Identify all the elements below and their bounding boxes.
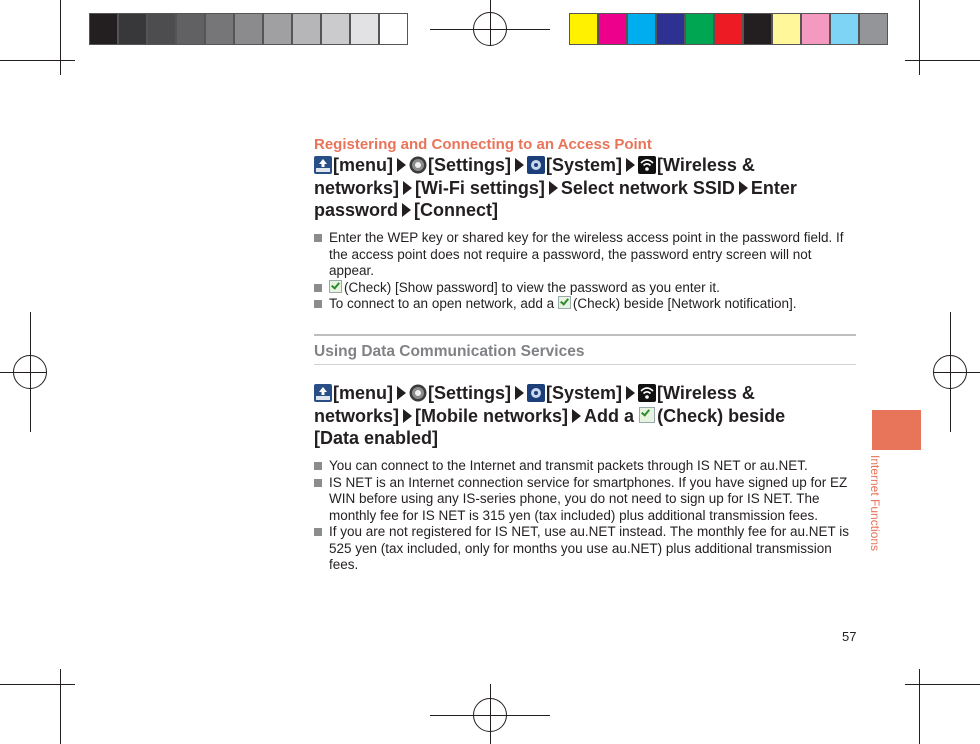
chapter-tab <box>872 410 921 450</box>
process-swatch <box>656 13 685 45</box>
process-swatch <box>772 13 801 45</box>
system-gear-icon <box>527 384 545 402</box>
chapter-label: Internet Functions <box>868 455 882 552</box>
bullet-square-icon <box>314 234 322 242</box>
settings-label: [Settings] <box>428 155 511 175</box>
section-divider <box>314 334 856 336</box>
note-item: IS NET is an Internet connection service for smartphones. If you have signed up for EZ WIN before using any IS-series phone, you do not need to sign up for IS NET. The monthly fee for IS NET is 315 yen (tax included) plus additional transmission fees. <box>314 475 859 525</box>
menu-home-icon <box>314 156 332 174</box>
note-item: If you are not registered for IS NET, use au.NET instead. The monthly fee for au.NET is 525 yen (tax included, only for months you use au.NET) plus additional transmission fees. <box>314 524 859 574</box>
gray-swatch <box>118 13 147 45</box>
process-swatch <box>598 13 627 45</box>
networks-label: networks] <box>314 177 400 198</box>
process-swatch <box>743 13 772 45</box>
arrow-right-icon <box>397 158 406 172</box>
arrow-right-icon <box>739 181 748 195</box>
arrow-right-icon <box>572 409 581 423</box>
system-label: [System] <box>546 155 623 175</box>
procedure-step-data <box>314 382 859 450</box>
gray-swatch <box>89 13 118 45</box>
arrow-right-icon <box>626 386 635 400</box>
section-title-data-communication: Using Data Communication Services <box>314 343 585 360</box>
password-label: password <box>314 200 399 220</box>
arrow-right-icon <box>515 158 524 172</box>
bullet-square-icon <box>314 479 322 487</box>
wireless-label: [Wireless & <box>657 383 755 403</box>
arrow-right-icon <box>402 203 411 217</box>
data-enabled-label: [Data enabled] <box>314 428 439 448</box>
section-title-access-point: Registering and Connecting to an Access Point <box>314 136 652 153</box>
arrow-right-icon <box>626 158 635 172</box>
networks-label: networks] <box>314 405 400 426</box>
gray-swatch <box>350 13 379 45</box>
process-color-bar <box>569 13 888 45</box>
bullet-square-icon <box>314 528 322 536</box>
system-gear-icon <box>527 156 545 174</box>
checkbox-icon <box>558 296 571 309</box>
wireless-icon <box>638 384 656 402</box>
process-swatch <box>714 13 743 45</box>
select-ssid-label: Select network SSID <box>560 177 735 198</box>
gray-swatch <box>176 13 205 45</box>
checkbox-icon <box>329 280 342 293</box>
arrow-right-icon <box>515 386 524 400</box>
note-item: Enter the WEP key or shared key for the wireless access point in the password field. If the access point does not require a password, the password entry screen will not appear. <box>314 230 859 280</box>
notes-list-data <box>314 458 859 574</box>
arrow-right-icon <box>403 181 412 195</box>
arrow-right-icon <box>397 386 406 400</box>
notes-list-access-point <box>314 230 859 313</box>
procedure-step-wifi <box>314 154 859 222</box>
mobile-networks-label: [Mobile networks] <box>415 405 569 426</box>
settings-globe-icon <box>409 156 427 174</box>
wireless-label: [Wireless & <box>657 155 755 175</box>
gray-swatch <box>321 13 350 45</box>
wireless-icon <box>638 156 656 174</box>
process-swatch <box>627 13 656 45</box>
process-swatch <box>830 13 859 45</box>
gray-swatch <box>147 13 176 45</box>
arrow-right-icon <box>549 181 558 195</box>
gray-swatch <box>205 13 234 45</box>
system-label: [System] <box>546 383 623 403</box>
gray-swatch <box>292 13 321 45</box>
process-swatch <box>801 13 830 45</box>
gray-swatch <box>379 13 408 45</box>
gray-swatch <box>234 13 263 45</box>
grayscale-color-bar <box>89 13 408 45</box>
menu-home-icon <box>314 384 332 402</box>
menu-label: [menu] <box>333 383 393 403</box>
gray-swatch <box>263 13 292 45</box>
bullet-square-icon <box>314 284 322 292</box>
note-item: You can connect to the Internet and transmit packets through IS NET or au.NET. <box>314 458 859 475</box>
menu-label: [menu] <box>333 155 393 175</box>
process-swatch <box>569 13 598 45</box>
bullet-square-icon <box>314 462 322 470</box>
note-item: To connect to an open network, add a (Check) beside [Network notification]. <box>314 296 859 313</box>
checkbox-icon <box>639 407 655 423</box>
note-item: (Check) [Show password] to view the password as you enter it. <box>314 280 859 297</box>
process-swatch <box>685 13 714 45</box>
add-a-label: Add a <box>584 405 635 426</box>
arrow-right-icon <box>403 409 412 423</box>
wifi-settings-label: [Wi-Fi settings] <box>415 177 545 198</box>
connect-label: [Connect] <box>414 200 499 220</box>
page-number: 57 <box>842 629 857 644</box>
check-beside-label: (Check) beside <box>657 405 786 426</box>
bullet-square-icon <box>314 300 322 308</box>
enter-label: Enter <box>750 177 797 198</box>
section-underline <box>314 364 856 365</box>
process-swatch <box>859 13 888 45</box>
settings-label: [Settings] <box>428 383 511 403</box>
settings-globe-icon <box>409 384 427 402</box>
